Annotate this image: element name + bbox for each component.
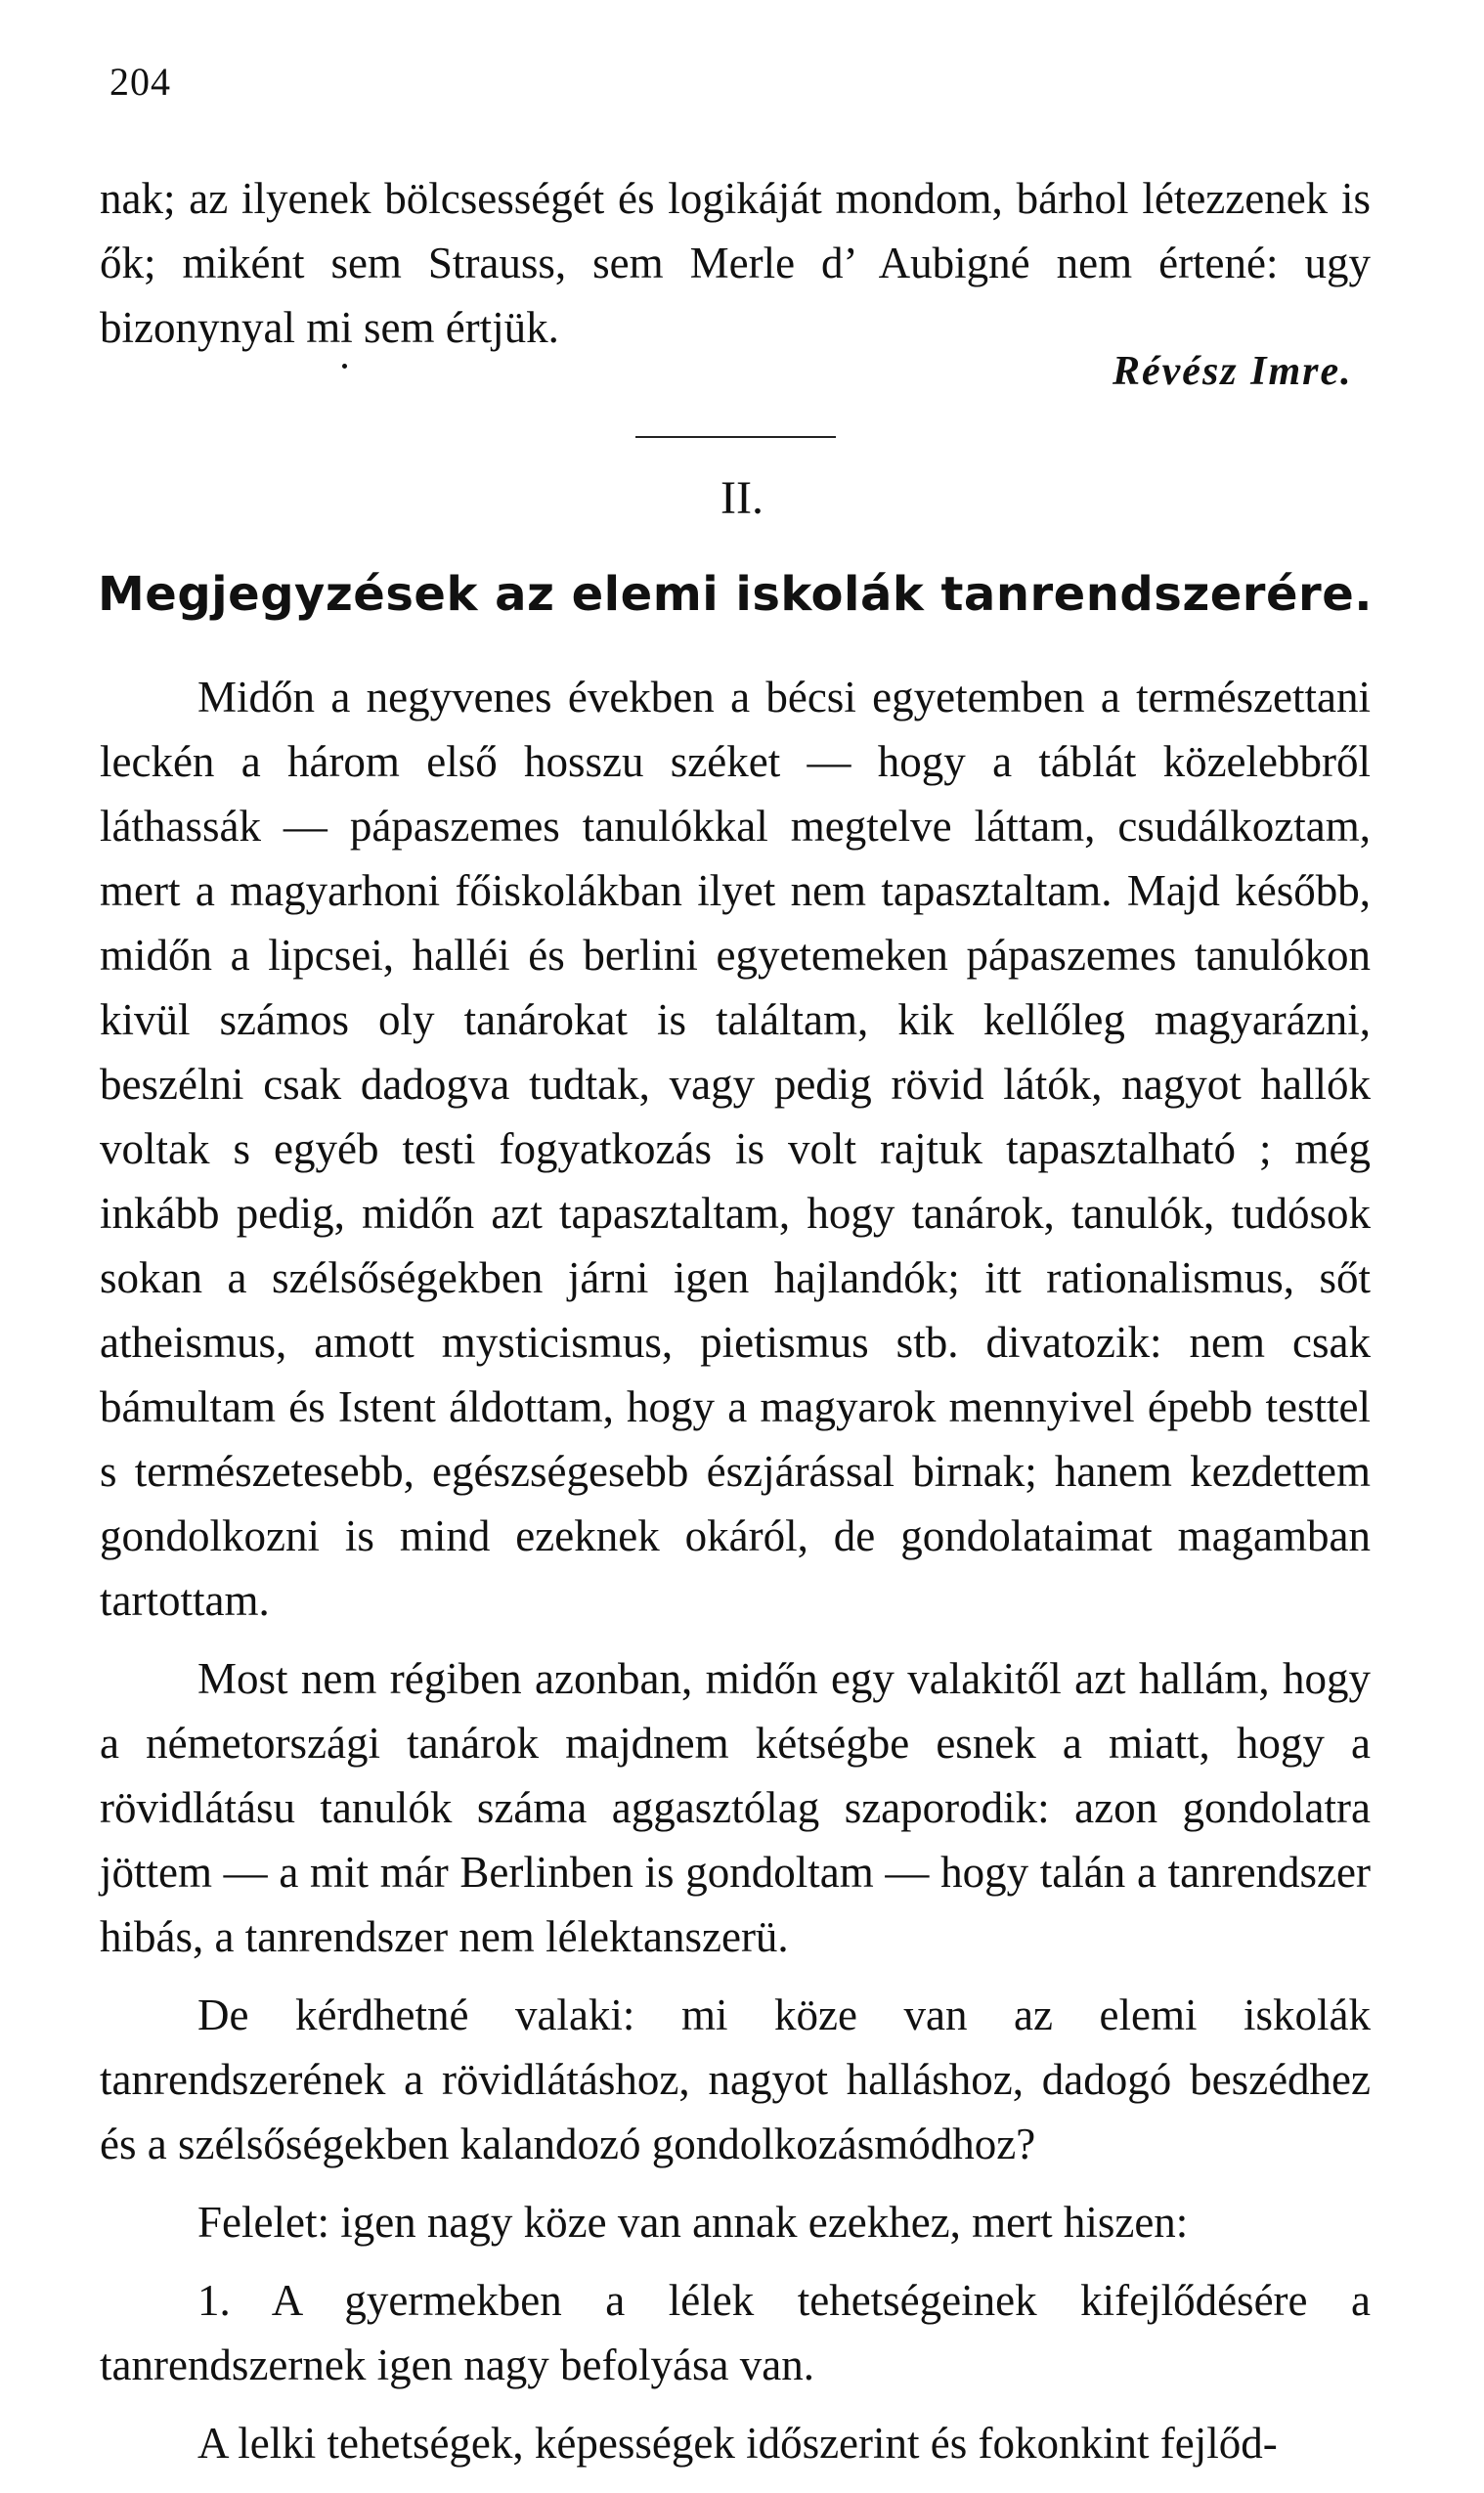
paragraph-5: 1. A gyermekben a lélek tehetségeinek kifejlődésére a tanrendszernek igen nagy befolyása van.: [100, 2276, 1371, 2389]
ink-dot: [342, 364, 347, 369]
paragraph-2: Most nem régiben azonban, midőn egy valakitől azt hallám, hogy a németországi tanárok majdnem kétségbe esnek a miatt, hogy a rövidlátásu tanulók száma aggasztólag szaporodik: azon gondolatra jöttem — a mit már Berlinben is gondoltam — hogy talán a tanrendszer hibás, a tanrendszer nem lélektanszerü.: [100, 1654, 1371, 1961]
page-number: 204: [109, 60, 171, 104]
paragraph-3: De kérdhetné valaki: mi köze van az elemi iskolák tanrendszerének a rövidlátáshoz, nagyot halláshoz, dadogó beszédhez és a szélsőségekben kalandozó gondolkozásmódhoz?: [100, 1990, 1371, 2168]
paragraph-6: A lelki tehetségek, képességek időszerint és fokonkint fejlőd-: [197, 2419, 1278, 2468]
paragraph-4: Felelet: igen nagy köze van annak ezekhez, mert hiszen:: [197, 2198, 1189, 2247]
intro-paragraph: [100, 166, 1371, 360]
section-number: II.: [720, 472, 764, 524]
section-divider: [635, 436, 836, 438]
author-signature: Révész Imre.: [1113, 349, 1353, 394]
intro-paragraph-text: nak; az ilyenek bölcsességét és logikáját mondom, bárhol létezzenek is ők; miként sem Strauss, sem Merle d’ Aubigné nem értené: ugy bizonynyal mi sem értjük.: [100, 174, 1371, 352]
paragraph-1: Midőn a negyvenes években a bécsi egyetemben a természettani leckén a három első hosszu széket — hogy a táblát közelebbről láthassák — pápaszemes tanulókkal megtelve láttam, csudálkoztam, mert a magyarhoni főiskolákban ilyet nem tapasztaltam. Majd később, midőn a lipcsei, halléi és berlini egyetemeken pápaszemes tanulókon kivül számos oly tanárokat is találtam, kik kellőleg magyarázni, beszélni csak dadogva tudtak, vagy pedig rövid látók, nagyot hallók voltak s egyéb testi fogyatkozás is volt rajtuk tapasztalható ; még inkább pedig, midőn azt tapasztaltam, hogy tanárok, tanulók, tudósok sokan a szélsőségekben járni igen hajlandók; itt rationalismus, sőt atheismus, amott mysticismus, pietismus stb. divatozik: nem csak bámultam és Istent áldottam, hogy a magyarok mennyivel épebb testtel s természetesebb, egészségesebb észjárással birnak; hanem kezdettem gondolkozni is mind ezeknek okáról, de gondolataimat magamban tartottam.: [100, 673, 1371, 1625]
section-body: [100, 665, 1371, 2475]
section-title: Megjegyzések az elemi iskolák tanrendszerére.: [98, 567, 1373, 622]
